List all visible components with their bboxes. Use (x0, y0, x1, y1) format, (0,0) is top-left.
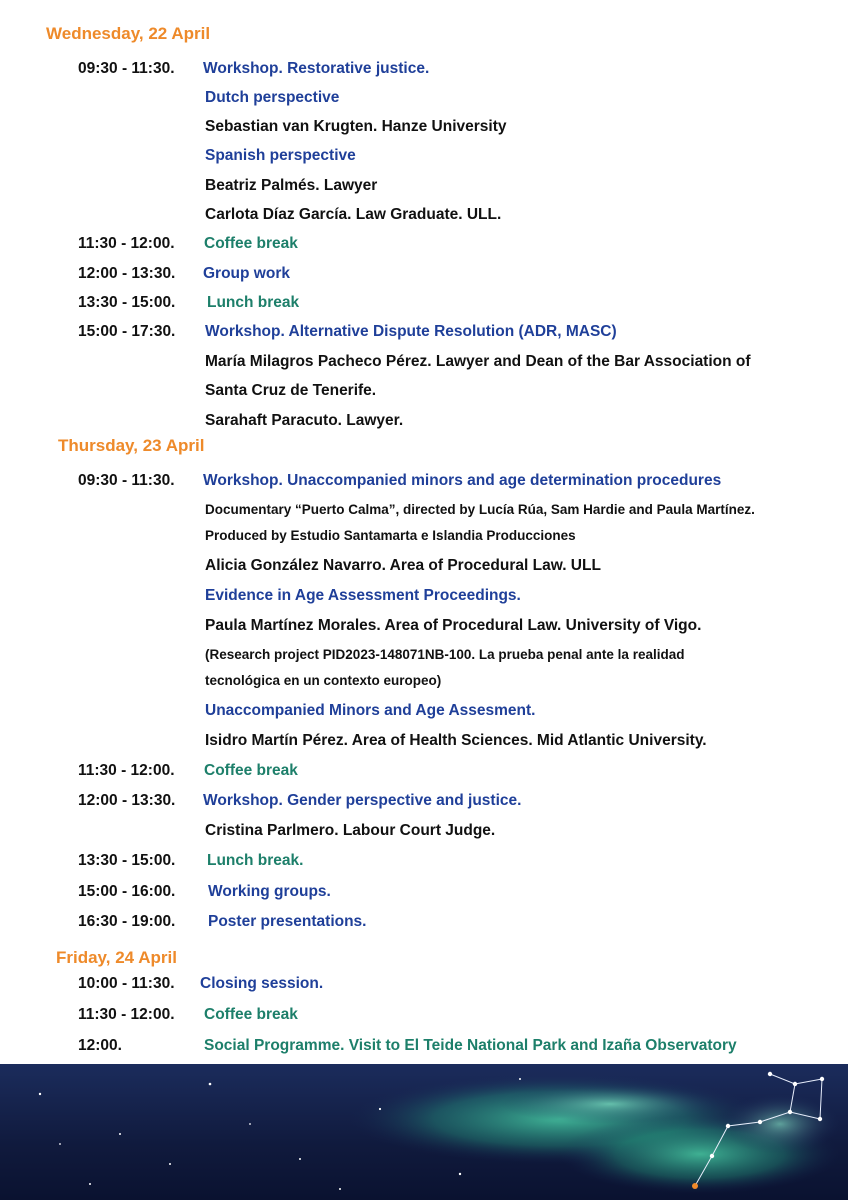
orange-star (692, 1183, 698, 1189)
speaker: Alicia González Navarro. Area of Procedural Law. ULL (205, 557, 601, 574)
project-note: tecnológica en un contexto europeo) (205, 673, 442, 688)
documentary-info: Documentary “Puerto Calma”, directed by Lucía Rúa, Sam Hardie and Paula Martínez. (205, 502, 755, 517)
session-subtitle: Evidence in Age Assessment Proceedings. (205, 587, 521, 604)
speaker: Carlota Díaz García. Law Graduate. ULL. (205, 206, 502, 223)
aurora-glow (720, 1094, 840, 1154)
session-title: Working groups. (208, 883, 331, 900)
speaker: Cristina Parlmero. Labour Court Judge. (205, 822, 496, 839)
time-slot: 09:30 - 11:30. (78, 60, 175, 77)
session-title: Workshop. Restorative justice. (203, 60, 430, 77)
time-slot: 11:30 - 12:00. (78, 1006, 175, 1023)
break-label: Coffee break (204, 762, 298, 779)
time-slot: 16:30 - 19:00. (78, 913, 176, 930)
day-heading-wednesday: Wednesday, 22 April (46, 24, 211, 43)
project-note: (Research project PID2023-148071NB-100. La prueba penal ante la realidad (205, 647, 685, 662)
social-programme: Social Programme. Visit to El Teide National Park and Izaña Observatory (204, 1037, 737, 1054)
documentary-info: Produced by Estudio Santamarta e Islandia Producciones (205, 528, 576, 543)
speaker: María Milagros Pacheco Pérez. Lawyer and Dean of the Bar Association of (205, 353, 751, 370)
session-title: Closing session. (200, 975, 324, 992)
speaker: Sarahaft Paracuto. Lawyer. (205, 412, 404, 429)
speaker: Isidro Martín Pérez. Area of Health Sciences. Mid Atlantic University. (205, 732, 707, 749)
session-title: Workshop. Unaccompanied minors and age determination procedures (203, 472, 722, 489)
time-slot: 13:30 - 15:00. (78, 294, 176, 311)
break-label: Lunch break (207, 294, 300, 311)
time-slot: 13:30 - 15:00. (78, 852, 176, 869)
time-slot: 15:00 - 16:00. (78, 883, 176, 900)
time-slot: 12:00 - 13:30. (78, 265, 176, 282)
time-slot: 12:00. (78, 1037, 122, 1054)
break-label: Lunch break. (207, 852, 304, 869)
time-slot: 12:00 - 13:30. (78, 792, 176, 809)
session-title: Poster presentations. (208, 913, 367, 930)
aurora-footer-image (0, 1064, 848, 1200)
aurora-glow (500, 1084, 720, 1124)
session-title: Workshop. Gender perspective and justice. (203, 792, 522, 809)
time-slot: 10:00 - 11:30. (78, 975, 175, 992)
session-subtitle: Spanish perspective (205, 147, 356, 164)
speaker: Sebastian van Krugten. Hanze University (205, 118, 507, 135)
session-title: Group work (203, 265, 290, 282)
break-label: Coffee break (204, 235, 298, 252)
aurora-illustration (0, 1064, 848, 1200)
session-subtitle: Dutch perspective (205, 89, 340, 106)
speaker: Paula Martínez Morales. Area of Procedural Law. University of Vigo. (205, 617, 702, 634)
day-heading-thursday: Thursday, 23 April (58, 436, 205, 455)
break-label: Coffee break (204, 1006, 298, 1023)
speaker: Beatriz Palmés. Lawyer (205, 177, 378, 194)
time-slot: 09:30 - 11:30. (78, 472, 175, 489)
time-slot: 15:00 - 17:30. (78, 323, 176, 340)
time-slot: 11:30 - 12:00. (78, 235, 175, 252)
session-title: Workshop. Alternative Dispute Resolution (ADR, MASC) (205, 323, 617, 340)
time-slot: 11:30 - 12:00. (78, 762, 175, 779)
speaker: Santa Cruz de Tenerife. (205, 382, 377, 399)
day-heading-friday: Friday, 24 April (56, 948, 177, 967)
session-subtitle: Unaccompanied Minors and Age Assesment. (205, 702, 536, 719)
